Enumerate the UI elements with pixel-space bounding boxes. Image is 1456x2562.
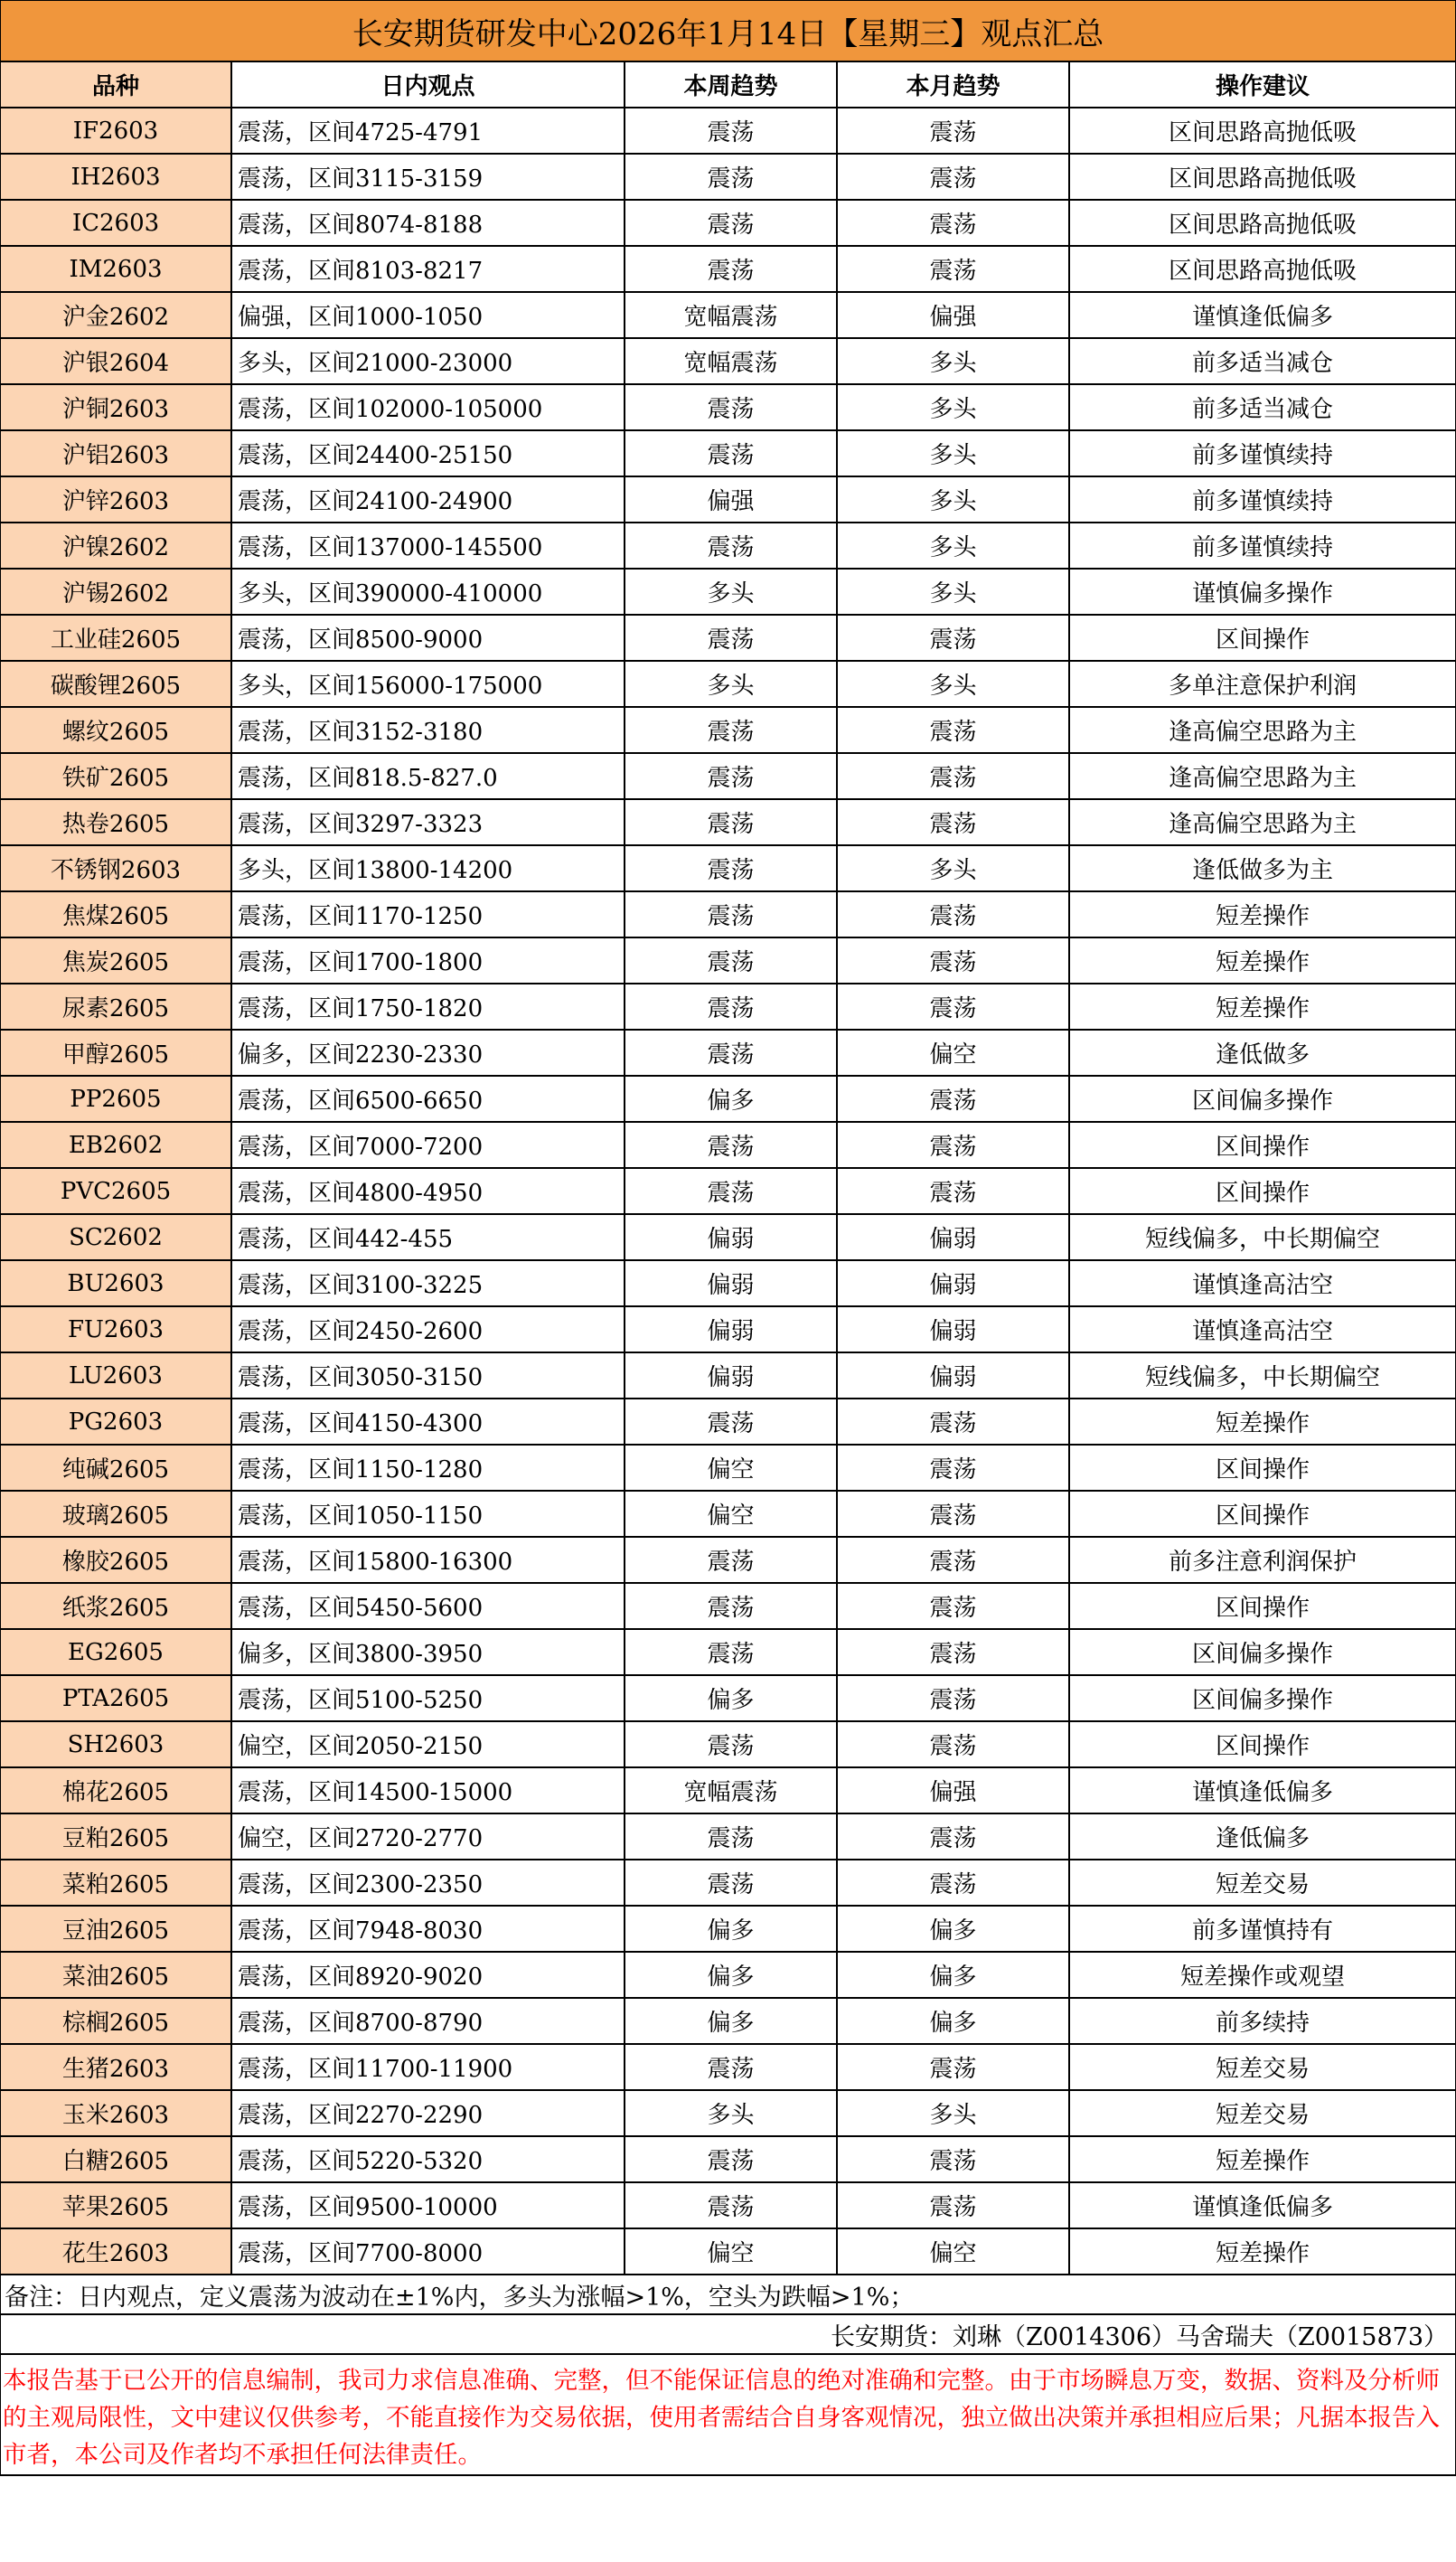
monthly-trend-cell: 震荡 bbox=[837, 1168, 1069, 1214]
weekly-trend-cell: 偏多 bbox=[625, 1675, 837, 1721]
weekly-trend-cell: 震荡 bbox=[625, 2044, 837, 2090]
disclaimer-text: 本报告基于已公开的信息编制，我司力求信息准确、完整，但不能保证信息的绝对准确和完整。由于市场瞬息万变，数据、资料及分析师的主观局限性，文中建议仅供参考，不能直接作为交易依据，使用者需结合自身客观情况，独立做出决策并承担相应后果；凡据本报告入市者，本公司及作者均不承担任何法律责任。 bbox=[3, 2367, 1440, 2469]
monthly-trend-cell: 多头 bbox=[837, 661, 1069, 707]
weekly-trend-cell: 震荡 bbox=[625, 1168, 837, 1214]
variety-cell: 碳酸锂2605 bbox=[1, 661, 231, 707]
suggestion-cell: 短差交易 bbox=[1069, 2044, 1455, 2090]
views-table bbox=[1, 62, 1455, 2275]
suggestion-cell: 逢低做多为主 bbox=[1069, 845, 1455, 891]
weekly-trend-cell: 震荡 bbox=[625, 1399, 837, 1445]
suggestion-cell: 区间操作 bbox=[1069, 1445, 1455, 1491]
intraday-view-cell: 震荡，区间8074-8188 bbox=[231, 200, 625, 246]
monthly-trend-cell: 偏空 bbox=[837, 1030, 1069, 1076]
weekly-trend-cell: 震荡 bbox=[625, 984, 837, 1030]
variety-cell: EB2602 bbox=[1, 1122, 231, 1168]
suggestion-cell: 区间操作 bbox=[1069, 1721, 1455, 1767]
table-row bbox=[1, 891, 1455, 937]
suggestion-cell: 区间偏多操作 bbox=[1069, 1629, 1455, 1675]
monthly-trend-cell: 多头 bbox=[837, 384, 1069, 430]
table-row bbox=[1, 1952, 1455, 1998]
weekly-trend-cell: 震荡 bbox=[625, 891, 837, 937]
suggestion-cell: 谨慎逢高沽空 bbox=[1069, 1306, 1455, 1352]
variety-cell: 豆油2605 bbox=[1, 1906, 231, 1952]
weekly-trend-cell: 偏多 bbox=[625, 1076, 837, 1122]
suggestion-cell: 短线偏多，中长期偏空 bbox=[1069, 1352, 1455, 1399]
weekly-trend-cell: 震荡 bbox=[625, 1860, 837, 1906]
suggestion-cell: 前多谨慎持有 bbox=[1069, 1906, 1455, 1952]
intraday-view-cell: 震荡，区间1750-1820 bbox=[231, 984, 625, 1030]
suggestion-cell: 谨慎逢高沽空 bbox=[1069, 1260, 1455, 1306]
weekly-trend-cell: 震荡 bbox=[625, 523, 837, 569]
monthly-trend-cell: 震荡 bbox=[837, 1675, 1069, 1721]
table-row bbox=[1, 569, 1455, 615]
intraday-view-cell: 震荡，区间137000-145500 bbox=[231, 523, 625, 569]
variety-cell: 豆粕2605 bbox=[1, 1813, 231, 1860]
intraday-view-cell: 震荡，区间24400-25150 bbox=[231, 430, 625, 476]
weekly-trend-cell: 震荡 bbox=[625, 937, 837, 984]
variety-cell: PP2605 bbox=[1, 1076, 231, 1122]
intraday-view-cell: 震荡，区间818.5-827.0 bbox=[231, 753, 625, 799]
table-row bbox=[1, 1675, 1455, 1721]
variety-cell: 不锈钢2603 bbox=[1, 845, 231, 891]
monthly-trend-cell: 震荡 bbox=[837, 799, 1069, 845]
intraday-view-cell: 震荡，区间3100-3225 bbox=[231, 1260, 625, 1306]
intraday-view-cell: 多头，区间156000-175000 bbox=[231, 661, 625, 707]
monthly-trend-cell: 震荡 bbox=[837, 1399, 1069, 1445]
suggestion-cell: 短线偏多，中长期偏空 bbox=[1069, 1214, 1455, 1260]
monthly-trend-cell: 震荡 bbox=[837, 1860, 1069, 1906]
variety-cell: 棉花2605 bbox=[1, 1767, 231, 1813]
table-row bbox=[1, 1583, 1455, 1629]
monthly-trend-cell: 震荡 bbox=[837, 154, 1069, 200]
variety-cell: 沪锡2602 bbox=[1, 569, 231, 615]
header-intraday-view: 日内观点 bbox=[231, 62, 625, 108]
monthly-trend-cell: 震荡 bbox=[837, 891, 1069, 937]
intraday-view-cell: 震荡，区间3297-3323 bbox=[231, 799, 625, 845]
table-row bbox=[1, 1214, 1455, 1260]
variety-cell: 苹果2605 bbox=[1, 2182, 231, 2228]
suggestion-cell: 谨慎逢低偏多 bbox=[1069, 292, 1455, 338]
intraday-view-cell: 震荡，区间8500-9000 bbox=[231, 615, 625, 661]
variety-cell: SC2602 bbox=[1, 1214, 231, 1260]
weekly-trend-cell: 宽幅震荡 bbox=[625, 1767, 837, 1813]
suggestion-cell: 短差操作 bbox=[1069, 891, 1455, 937]
suggestion-cell: 前多注意利润保护 bbox=[1069, 1537, 1455, 1583]
monthly-trend-cell: 震荡 bbox=[837, 1629, 1069, 1675]
weekly-trend-cell: 偏空 bbox=[625, 1445, 837, 1491]
variety-cell: PG2603 bbox=[1, 1399, 231, 1445]
table-row bbox=[1, 1813, 1455, 1860]
table-row bbox=[1, 1076, 1455, 1122]
intraday-view-cell: 震荡，区间2270-2290 bbox=[231, 2090, 625, 2136]
variety-cell: 白糖2605 bbox=[1, 2136, 231, 2182]
variety-cell: 焦煤2605 bbox=[1, 891, 231, 937]
suggestion-cell: 短差操作 bbox=[1069, 2228, 1455, 2275]
weekly-trend-cell: 多头 bbox=[625, 661, 837, 707]
suggestion-cell: 短差操作 bbox=[1069, 937, 1455, 984]
weekly-trend-cell: 偏弱 bbox=[625, 1260, 837, 1306]
table-row bbox=[1, 615, 1455, 661]
table-row bbox=[1, 1998, 1455, 2044]
table-row bbox=[1, 108, 1455, 154]
intraday-view-cell: 震荡，区间442-455 bbox=[231, 1214, 625, 1260]
intraday-view-cell: 震荡，区间1170-1250 bbox=[231, 891, 625, 937]
variety-cell: EG2605 bbox=[1, 1629, 231, 1675]
monthly-trend-cell: 震荡 bbox=[837, 108, 1069, 154]
variety-cell: 生猪2603 bbox=[1, 2044, 231, 2090]
table-row bbox=[1, 1260, 1455, 1306]
monthly-trend-cell: 多头 bbox=[837, 476, 1069, 523]
suggestion-cell: 前多谨慎续持 bbox=[1069, 430, 1455, 476]
monthly-trend-cell: 偏多 bbox=[837, 1952, 1069, 1998]
suggestion-cell: 区间偏多操作 bbox=[1069, 1675, 1455, 1721]
weekly-trend-cell: 震荡 bbox=[625, 1813, 837, 1860]
weekly-trend-cell: 震荡 bbox=[625, 615, 837, 661]
suggestion-cell: 谨慎偏多操作 bbox=[1069, 569, 1455, 615]
table-row bbox=[1, 200, 1455, 246]
suggestion-cell: 前多适当减仓 bbox=[1069, 384, 1455, 430]
intraday-view-cell: 震荡，区间5220-5320 bbox=[231, 2136, 625, 2182]
variety-cell: IM2603 bbox=[1, 246, 231, 292]
intraday-view-cell: 震荡，区间7000-7200 bbox=[231, 1122, 625, 1168]
intraday-view-cell: 震荡，区间7700-8000 bbox=[231, 2228, 625, 2275]
intraday-view-cell: 震荡，区间5100-5250 bbox=[231, 1675, 625, 1721]
weekly-trend-cell: 震荡 bbox=[625, 246, 837, 292]
table-row bbox=[1, 661, 1455, 707]
variety-cell: 玉米2603 bbox=[1, 2090, 231, 2136]
intraday-view-cell: 偏空，区间2720-2770 bbox=[231, 1813, 625, 1860]
monthly-trend-cell: 偏多 bbox=[837, 1906, 1069, 1952]
table-row bbox=[1, 292, 1455, 338]
table-row bbox=[1, 1537, 1455, 1583]
weekly-trend-cell: 震荡 bbox=[625, 753, 837, 799]
intraday-view-cell: 多头，区间13800-14200 bbox=[231, 845, 625, 891]
weekly-trend-cell: 多头 bbox=[625, 2090, 837, 2136]
suggestion-cell: 前多谨慎续持 bbox=[1069, 476, 1455, 523]
table-row bbox=[1, 384, 1455, 430]
header-variety: 品种 bbox=[1, 62, 231, 108]
table-row bbox=[1, 1445, 1455, 1491]
suggestion-cell: 多单注意保护利润 bbox=[1069, 661, 1455, 707]
table-row bbox=[1, 707, 1455, 753]
table-row bbox=[1, 937, 1455, 984]
table-row bbox=[1, 2090, 1455, 2136]
monthly-trend-cell: 偏弱 bbox=[837, 1352, 1069, 1399]
table-row bbox=[1, 845, 1455, 891]
monthly-trend-cell: 偏弱 bbox=[837, 1306, 1069, 1352]
intraday-view-cell: 震荡，区间8700-8790 bbox=[231, 1998, 625, 2044]
intraday-view-cell: 震荡，区间9500-10000 bbox=[231, 2182, 625, 2228]
intraday-view-cell: 震荡，区间11700-11900 bbox=[231, 2044, 625, 2090]
report-title: 长安期货研发中心2026年1月14日【星期三】观点汇总 bbox=[1, 1, 1455, 62]
variety-cell: 纸浆2605 bbox=[1, 1583, 231, 1629]
suggestion-cell: 短差操作 bbox=[1069, 984, 1455, 1030]
variety-cell: 尿素2605 bbox=[1, 984, 231, 1030]
weekly-trend-cell: 震荡 bbox=[625, 108, 837, 154]
intraday-view-cell: 震荡，区间1150-1280 bbox=[231, 1445, 625, 1491]
weekly-trend-cell: 偏多 bbox=[625, 1998, 837, 2044]
table-row bbox=[1, 984, 1455, 1030]
table-row bbox=[1, 1030, 1455, 1076]
monthly-trend-cell: 震荡 bbox=[837, 2136, 1069, 2182]
intraday-view-cell: 震荡，区间8920-9020 bbox=[231, 1952, 625, 1998]
weekly-trend-cell: 宽幅震荡 bbox=[625, 292, 837, 338]
weekly-trend-cell: 震荡 bbox=[625, 430, 837, 476]
weekly-trend-cell: 偏空 bbox=[625, 2228, 837, 2275]
table-row bbox=[1, 246, 1455, 292]
intraday-view-cell: 震荡，区间2300-2350 bbox=[231, 1860, 625, 1906]
variety-cell: 棕榈2605 bbox=[1, 1998, 231, 2044]
monthly-trend-cell: 震荡 bbox=[837, 1583, 1069, 1629]
header-weekly-trend: 本周趋势 bbox=[625, 62, 837, 108]
table-row bbox=[1, 1629, 1455, 1675]
intraday-view-cell: 震荡，区间14500-15000 bbox=[231, 1767, 625, 1813]
intraday-view-cell: 震荡，区间3115-3159 bbox=[231, 154, 625, 200]
variety-cell: 沪铜2603 bbox=[1, 384, 231, 430]
suggestion-cell: 前多续持 bbox=[1069, 1998, 1455, 2044]
suggestion-cell: 短差操作 bbox=[1069, 2136, 1455, 2182]
monthly-trend-cell: 震荡 bbox=[837, 1491, 1069, 1537]
intraday-view-cell: 偏强，区间1000-1050 bbox=[231, 292, 625, 338]
monthly-trend-cell: 震荡 bbox=[837, 1721, 1069, 1767]
weekly-trend-cell: 震荡 bbox=[625, 200, 837, 246]
intraday-view-cell: 震荡，区间8103-8217 bbox=[231, 246, 625, 292]
monthly-trend-cell: 偏多 bbox=[837, 1998, 1069, 2044]
monthly-trend-cell: 震荡 bbox=[837, 1122, 1069, 1168]
weekly-trend-cell: 震荡 bbox=[625, 2136, 837, 2182]
table-body bbox=[1, 108, 1455, 2275]
weekly-trend-cell: 偏强 bbox=[625, 476, 837, 523]
weekly-trend-cell: 震荡 bbox=[625, 1122, 837, 1168]
variety-cell: 沪铝2603 bbox=[1, 430, 231, 476]
variety-cell: 铁矿2605 bbox=[1, 753, 231, 799]
intraday-view-cell: 震荡，区间4150-4300 bbox=[231, 1399, 625, 1445]
weekly-trend-cell: 多头 bbox=[625, 569, 837, 615]
variety-cell: 沪金2602 bbox=[1, 292, 231, 338]
monthly-trend-cell: 震荡 bbox=[837, 615, 1069, 661]
variety-cell: 热卷2605 bbox=[1, 799, 231, 845]
table-header-row bbox=[1, 62, 1455, 108]
monthly-trend-cell: 震荡 bbox=[837, 200, 1069, 246]
note-text: 备注：日内观点，定义震荡为波动在±1%内，多头为涨幅>1%，空头为跌幅>1%； bbox=[1, 2275, 1455, 2315]
variety-cell: 焦炭2605 bbox=[1, 937, 231, 984]
suggestion-cell: 短差操作 bbox=[1069, 1399, 1455, 1445]
monthly-trend-cell: 偏弱 bbox=[837, 1214, 1069, 1260]
suggestion-cell: 前多谨慎续持 bbox=[1069, 523, 1455, 569]
table-row bbox=[1, 1352, 1455, 1399]
monthly-trend-cell: 偏强 bbox=[837, 292, 1069, 338]
weekly-trend-cell: 偏空 bbox=[625, 1491, 837, 1537]
intraday-view-cell: 震荡，区间1700-1800 bbox=[231, 937, 625, 984]
variety-cell: 花生2603 bbox=[1, 2228, 231, 2275]
variety-cell: 沪锌2603 bbox=[1, 476, 231, 523]
variety-cell: IH2603 bbox=[1, 154, 231, 200]
table-row bbox=[1, 476, 1455, 523]
intraday-view-cell: 震荡，区间3050-3150 bbox=[231, 1352, 625, 1399]
suggestion-cell: 区间操作 bbox=[1069, 1122, 1455, 1168]
weekly-trend-cell: 偏多 bbox=[625, 1906, 837, 1952]
author-line: 长安期货：刘琳（Z0014306）马舍瑞夫（Z0015873） bbox=[1, 2315, 1455, 2355]
table-row bbox=[1, 2182, 1455, 2228]
suggestion-cell: 区间操作 bbox=[1069, 1168, 1455, 1214]
monthly-trend-cell: 震荡 bbox=[837, 1445, 1069, 1491]
suggestion-cell: 区间思路高抛低吸 bbox=[1069, 108, 1455, 154]
table-row bbox=[1, 523, 1455, 569]
table-row bbox=[1, 1122, 1455, 1168]
variety-cell: IC2603 bbox=[1, 200, 231, 246]
monthly-trend-cell: 震荡 bbox=[837, 1813, 1069, 1860]
weekly-trend-cell: 偏弱 bbox=[625, 1306, 837, 1352]
intraday-view-cell: 震荡，区间15800-16300 bbox=[231, 1537, 625, 1583]
weekly-trend-cell: 震荡 bbox=[625, 1721, 837, 1767]
suggestion-cell: 逢高偏空思路为主 bbox=[1069, 707, 1455, 753]
variety-cell: SH2603 bbox=[1, 1721, 231, 1767]
intraday-view-cell: 震荡，区间24100-24900 bbox=[231, 476, 625, 523]
variety-cell: BU2603 bbox=[1, 1260, 231, 1306]
table-row bbox=[1, 2228, 1455, 2275]
weekly-trend-cell: 震荡 bbox=[625, 1537, 837, 1583]
variety-cell: 菜油2605 bbox=[1, 1952, 231, 1998]
table-row bbox=[1, 1906, 1455, 1952]
monthly-trend-cell: 偏强 bbox=[837, 1767, 1069, 1813]
monthly-trend-cell: 多头 bbox=[837, 569, 1069, 615]
table-row bbox=[1, 753, 1455, 799]
monthly-trend-cell: 震荡 bbox=[837, 707, 1069, 753]
table-row bbox=[1, 1767, 1455, 1813]
intraday-view-cell: 震荡，区间102000-105000 bbox=[231, 384, 625, 430]
variety-cell: 纯碱2605 bbox=[1, 1445, 231, 1491]
suggestion-cell: 短差交易 bbox=[1069, 2090, 1455, 2136]
table-row bbox=[1, 2044, 1455, 2090]
table-row bbox=[1, 338, 1455, 384]
intraday-view-cell: 震荡，区间4725-4791 bbox=[231, 108, 625, 154]
monthly-trend-cell: 震荡 bbox=[837, 2044, 1069, 2090]
weekly-trend-cell: 震荡 bbox=[625, 154, 837, 200]
monthly-trend-cell: 震荡 bbox=[837, 1537, 1069, 1583]
intraday-view-cell: 震荡，区间5450-5600 bbox=[231, 1583, 625, 1629]
table-row bbox=[1, 154, 1455, 200]
weekly-trend-cell: 偏多 bbox=[625, 1952, 837, 1998]
header-monthly-trend: 本月趋势 bbox=[837, 62, 1069, 108]
variety-cell: LU2603 bbox=[1, 1352, 231, 1399]
monthly-trend-cell: 多头 bbox=[837, 430, 1069, 476]
variety-cell: PVC2605 bbox=[1, 1168, 231, 1214]
weekly-trend-cell: 震荡 bbox=[625, 1629, 837, 1675]
suggestion-cell: 前多适当减仓 bbox=[1069, 338, 1455, 384]
intraday-view-cell: 震荡，区间2450-2600 bbox=[231, 1306, 625, 1352]
table-row bbox=[1, 2136, 1455, 2182]
weekly-trend-cell: 宽幅震荡 bbox=[625, 338, 837, 384]
monthly-trend-cell: 震荡 bbox=[837, 984, 1069, 1030]
intraday-view-cell: 偏空，区间2050-2150 bbox=[231, 1721, 625, 1767]
suggestion-cell: 逢高偏空思路为主 bbox=[1069, 753, 1455, 799]
suggestion-cell: 短差操作或观望 bbox=[1069, 1952, 1455, 1998]
table-row bbox=[1, 1306, 1455, 1352]
weekly-trend-cell: 震荡 bbox=[625, 2182, 837, 2228]
suggestion-cell: 逢低做多 bbox=[1069, 1030, 1455, 1076]
weekly-trend-cell: 震荡 bbox=[625, 707, 837, 753]
monthly-trend-cell: 震荡 bbox=[837, 753, 1069, 799]
intraday-view-cell: 多头，区间21000-23000 bbox=[231, 338, 625, 384]
monthly-trend-cell: 震荡 bbox=[837, 246, 1069, 292]
intraday-view-cell: 震荡，区间6500-6650 bbox=[231, 1076, 625, 1122]
monthly-trend-cell: 多头 bbox=[837, 2090, 1069, 2136]
suggestion-cell: 区间思路高抛低吸 bbox=[1069, 200, 1455, 246]
variety-cell: 玻璃2605 bbox=[1, 1491, 231, 1537]
table-row bbox=[1, 1491, 1455, 1537]
weekly-trend-cell: 震荡 bbox=[625, 1583, 837, 1629]
variety-cell: 橡胶2605 bbox=[1, 1537, 231, 1583]
variety-cell: 甲醇2605 bbox=[1, 1030, 231, 1076]
monthly-trend-cell: 多头 bbox=[837, 845, 1069, 891]
suggestion-cell: 区间操作 bbox=[1069, 615, 1455, 661]
suggestion-cell: 区间操作 bbox=[1069, 1491, 1455, 1537]
intraday-view-cell: 偏多，区间3800-3950 bbox=[231, 1629, 625, 1675]
weekly-trend-cell: 震荡 bbox=[625, 1030, 837, 1076]
monthly-trend-cell: 多头 bbox=[837, 338, 1069, 384]
variety-cell: 沪镍2602 bbox=[1, 523, 231, 569]
table-row bbox=[1, 799, 1455, 845]
intraday-view-cell: 震荡，区间7948-8030 bbox=[231, 1906, 625, 1952]
intraday-view-cell: 多头，区间390000-410000 bbox=[231, 569, 625, 615]
intraday-view-cell: 震荡，区间1050-1150 bbox=[231, 1491, 625, 1537]
suggestion-cell: 区间思路高抛低吸 bbox=[1069, 246, 1455, 292]
variety-cell: 工业硅2605 bbox=[1, 615, 231, 661]
weekly-trend-cell: 震荡 bbox=[625, 799, 837, 845]
variety-cell: FU2603 bbox=[1, 1306, 231, 1352]
monthly-trend-cell: 震荡 bbox=[837, 1076, 1069, 1122]
weekly-trend-cell: 震荡 bbox=[625, 845, 837, 891]
table-row bbox=[1, 430, 1455, 476]
suggestion-cell: 区间偏多操作 bbox=[1069, 1076, 1455, 1122]
suggestion-cell: 短差交易 bbox=[1069, 1860, 1455, 1906]
monthly-trend-cell: 震荡 bbox=[837, 2182, 1069, 2228]
monthly-trend-cell: 震荡 bbox=[837, 937, 1069, 984]
variety-cell: IF2603 bbox=[1, 108, 231, 154]
suggestion-cell: 逢低偏多 bbox=[1069, 1813, 1455, 1860]
intraday-view-cell: 震荡，区间3152-3180 bbox=[231, 707, 625, 753]
variety-cell: 螺纹2605 bbox=[1, 707, 231, 753]
monthly-trend-cell: 多头 bbox=[837, 523, 1069, 569]
weekly-trend-cell: 偏弱 bbox=[625, 1214, 837, 1260]
table-row bbox=[1, 1721, 1455, 1767]
suggestion-cell: 区间思路高抛低吸 bbox=[1069, 154, 1455, 200]
table-row bbox=[1, 1399, 1455, 1445]
weekly-trend-cell: 震荡 bbox=[625, 384, 837, 430]
suggestion-cell: 逢高偏空思路为主 bbox=[1069, 799, 1455, 845]
variety-cell: PTA2605 bbox=[1, 1675, 231, 1721]
intraday-view-cell: 偏多，区间2230-2330 bbox=[231, 1030, 625, 1076]
intraday-view-cell: 震荡，区间4800-4950 bbox=[231, 1168, 625, 1214]
suggestion-cell: 谨慎逢低偏多 bbox=[1069, 2182, 1455, 2228]
monthly-trend-cell: 偏弱 bbox=[837, 1260, 1069, 1306]
table-row bbox=[1, 1860, 1455, 1906]
weekly-trend-cell: 偏弱 bbox=[625, 1352, 837, 1399]
suggestion-cell: 谨慎逢低偏多 bbox=[1069, 1767, 1455, 1813]
header-suggestion: 操作建议 bbox=[1069, 62, 1455, 108]
table-row bbox=[1, 1168, 1455, 1214]
variety-cell: 沪银2604 bbox=[1, 338, 231, 384]
suggestion-cell: 区间操作 bbox=[1069, 1583, 1455, 1629]
monthly-trend-cell: 偏空 bbox=[837, 2228, 1069, 2275]
variety-cell: 菜粕2605 bbox=[1, 1860, 231, 1906]
